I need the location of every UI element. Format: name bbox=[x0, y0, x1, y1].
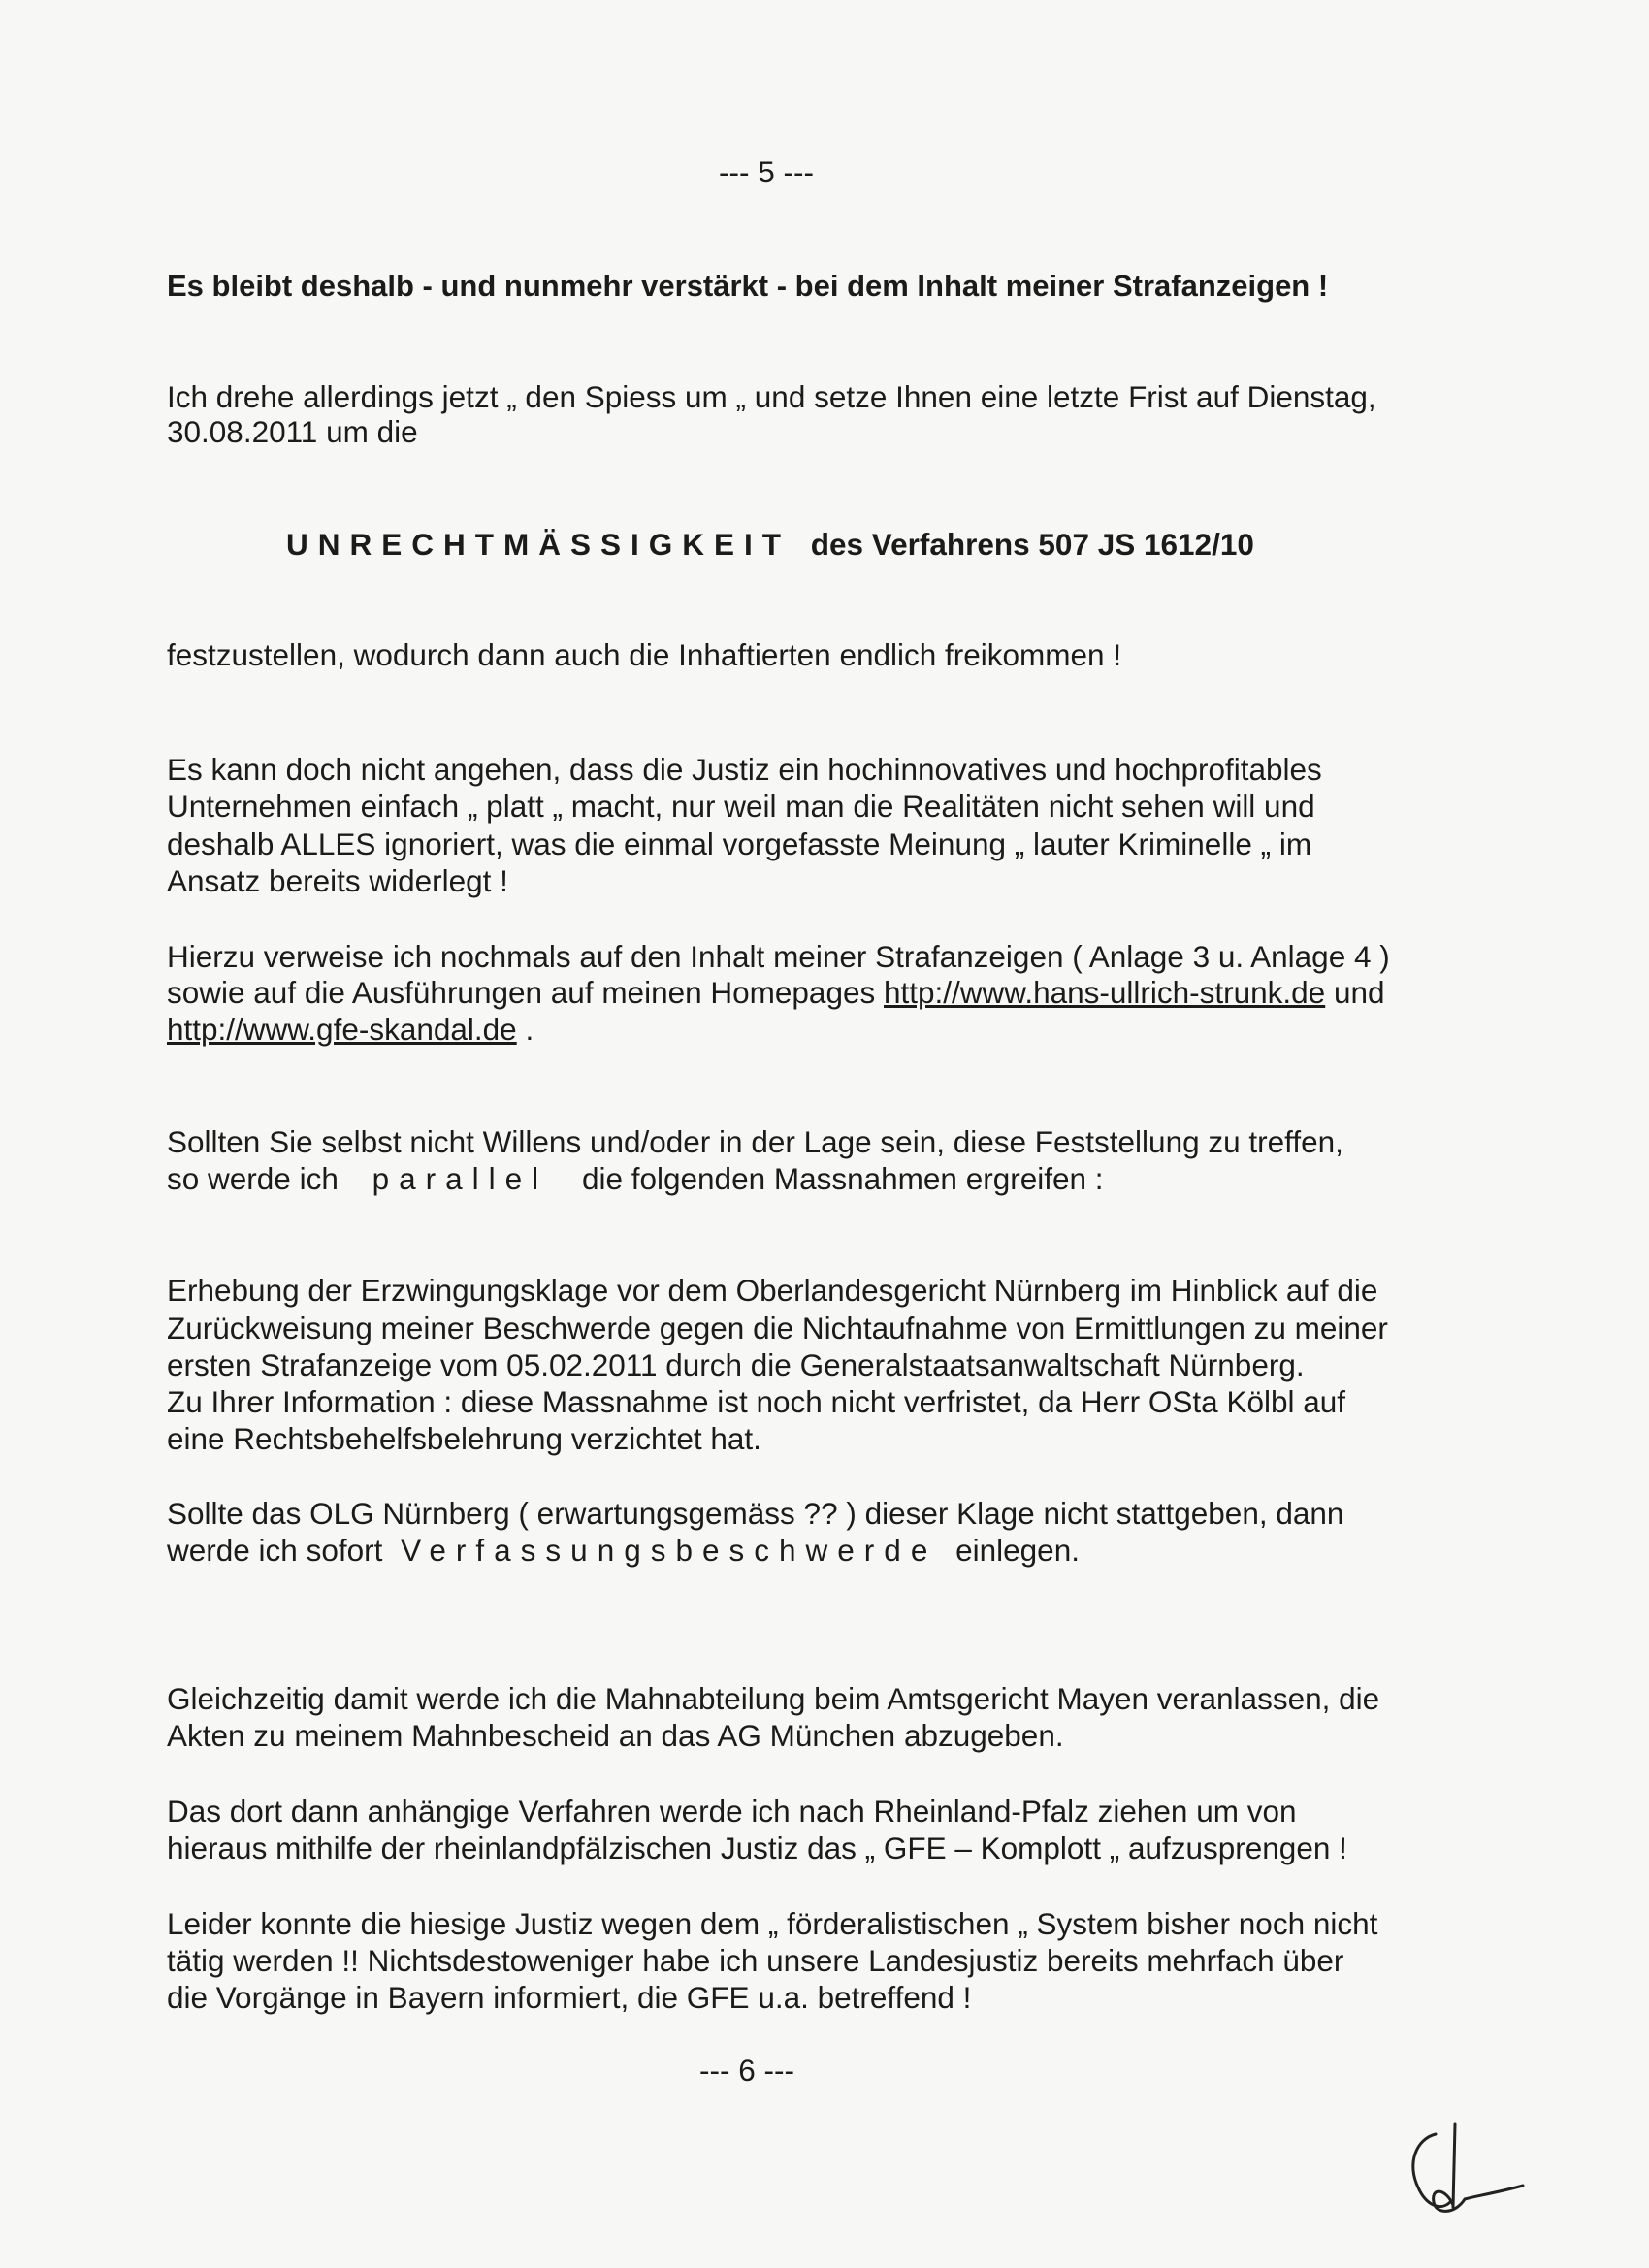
para6-line1: Erhebung der Erzwingungsklage vor dem Oberlandesgericht Nürnberg im Hinblick auf die bbox=[167, 1273, 1378, 1308]
para4-line3 bbox=[167, 1011, 1486, 1049]
para6-line2: Zurückweisung meiner Beschwerde gegen die Nichtaufnahme von Ermittlungen zu meiner bbox=[167, 1311, 1388, 1345]
para5-line2-prefix: so werde ich bbox=[167, 1161, 339, 1196]
heading: Es bleibt deshalb - und nunmehr verstärkt - bei dem Inhalt meiner Strafanzeigen ! bbox=[167, 269, 1329, 303]
para10-line1: Leider konnte die hiesige Justiz wegen dem „ förderalistischen „ System bisher noch nicht bbox=[167, 1906, 1378, 1941]
para7-line1: Sollte das OLG Nürnberg ( erwartungsgemäss ?? ) dieser Klage nicht stattgeben, dann bbox=[167, 1496, 1344, 1531]
para5-line2 bbox=[167, 1160, 1486, 1198]
para5-line1: Sollten Sie selbst nicht Willens und/oder in der Lage sein, diese Feststellung zu treffen, bbox=[167, 1124, 1343, 1159]
para4-line2-suffix: und bbox=[1333, 975, 1385, 1010]
para5-spaced-word: parallel bbox=[372, 1161, 549, 1196]
para6-line3: ersten Strafanzeige vom 05.02.2011 durch die Generalstaatsanwaltschaft Nürnberg. bbox=[167, 1347, 1305, 1382]
handwritten-signature bbox=[1397, 2110, 1542, 2226]
page-number-top: --- 5 --- bbox=[719, 154, 814, 189]
para8-line1: Gleichzeitig damit werde ich die Mahnabteilung beim Amtsgericht Mayen veranlassen, die bbox=[167, 1681, 1380, 1716]
para4-line2-prefix: sowie auf die Ausführungen auf meinen Homepages bbox=[167, 975, 876, 1010]
para3-line3: deshalb ALLES ignoriert, was die einmal vorgefasste Meinung „ lauter Kriminelle „ im bbox=[167, 826, 1312, 861]
para4-line1: Hierzu verweise ich nochmals auf den Inhalt meiner Strafanzeigen ( Anlage 3 u. Anlage 4 ) bbox=[167, 939, 1390, 974]
para2: festzustellen, wodurch dann auch die Inhaftierten endlich freikommen ! bbox=[167, 637, 1122, 672]
para4-line3-suffix: . bbox=[525, 1012, 534, 1047]
para8-line2: Akten zu meinem Mahnbescheid an das AG München abzugeben. bbox=[167, 1718, 1064, 1753]
center-spaced-word: UNRECHTMÄSSIGKEIT bbox=[286, 527, 792, 562]
para7-spaced-word: Verfassungsbeschwerde bbox=[401, 1533, 938, 1568]
para7-line2-suffix: einlegen. bbox=[955, 1533, 1080, 1568]
para3-line1: Es kann doch nicht angehen, dass die Justiz ein hochinnovatives und hochprofitables bbox=[167, 752, 1322, 787]
para9-line1: Das dort dann anhängige Verfahren werde ich nach Rheinland-Pfalz ziehen um von bbox=[167, 1794, 1297, 1829]
homepage-link-gfe-skandal[interactable]: http://www.gfe-skandal.de bbox=[167, 1012, 517, 1047]
para7-line2 bbox=[167, 1532, 1486, 1570]
center-rest: des Verfahrens 507 JS 1612/10 bbox=[810, 527, 1254, 562]
para10-line2: tätig werden !! Nichtsdestoweniger habe ich unsere Landesjustiz bereits mehrfach über bbox=[167, 1943, 1344, 1978]
para3-line4: Ansatz bereits widerlegt ! bbox=[167, 863, 508, 898]
para1-line1: Ich drehe allerdings jetzt „ den Spiess um „ und setze Ihnen eine letzte Frist auf Dienstag, bbox=[167, 379, 1376, 414]
para7-line2-prefix: werde ich sofort bbox=[167, 1533, 383, 1568]
para6-line4: Zu Ihrer Information : diese Massnahme ist noch nicht verfristet, da Herr OSta Kölbl auf bbox=[167, 1384, 1346, 1419]
para3-line2: Unternehmen einfach „ platt „ macht, nur weil man die Realitäten nicht sehen will und bbox=[167, 789, 1315, 824]
para10-line3: die Vorgänge in Bayern informiert, die GFE u.a. betreffend ! bbox=[167, 1980, 972, 2015]
para4-line2 bbox=[167, 974, 1486, 1012]
para1-line2: 30.08.2011 um die bbox=[167, 414, 418, 449]
center-line bbox=[286, 526, 1605, 564]
page-number-bottom: --- 6 --- bbox=[699, 2053, 794, 2088]
para5-line2-suffix: die folgenden Massnahmen ergreifen : bbox=[581, 1161, 1104, 1196]
homepage-link-strunk[interactable]: http://www.hans-ullrich-strunk.de bbox=[884, 975, 1326, 1010]
para6-line5: eine Rechtsbehelfsbelehrung verzichtet hat. bbox=[167, 1421, 761, 1456]
para9-line2: hieraus mithilfe der rheinlandpfälzischen Justiz das „ GFE – Komplott „ aufzusprengen ! bbox=[167, 1831, 1347, 1865]
